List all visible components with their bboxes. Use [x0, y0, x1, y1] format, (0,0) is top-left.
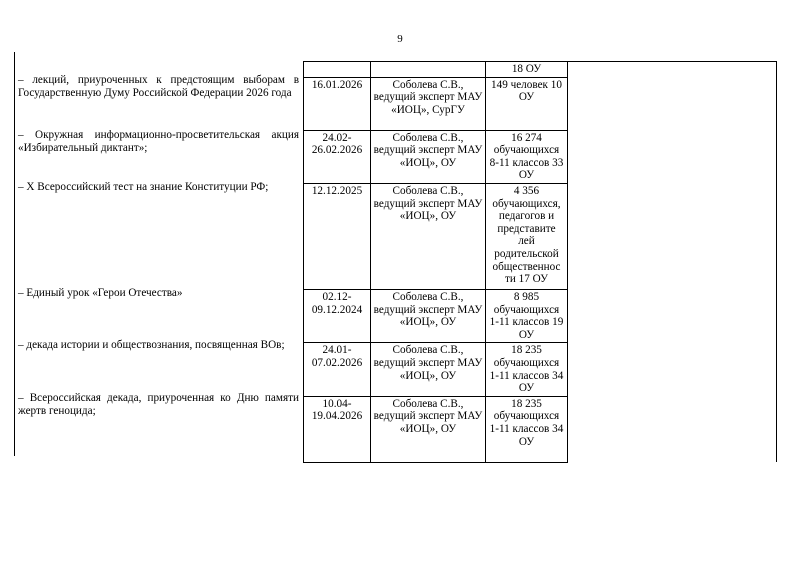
coverage-cell: 18 ОУ	[486, 62, 568, 78]
row-description-4: – Единый урок «Герои Отечества»	[18, 287, 183, 299]
date-cell	[304, 62, 371, 78]
events-table	[303, 61, 777, 463]
responsible-cell: Соболева С.В., ведущий эксперт МАУ «ИОЦ», СурГУ	[371, 77, 486, 130]
responsible-cell: Соболева С.В., ведущий эксперт МАУ «ИОЦ», ОУ	[371, 396, 486, 462]
notes-cell	[568, 62, 777, 463]
left-border-line	[14, 52, 15, 456]
date-cell: 16.01.2026	[304, 77, 371, 130]
row-description-5: – декада истории и обществознания, посвященная ВОв;	[18, 339, 285, 351]
date-cell: 02.12-09.12.2024	[304, 289, 371, 342]
date-cell: 24.01-07.02.2026	[304, 343, 371, 396]
coverage-cell: 149 человек 10 ОУ	[486, 77, 568, 130]
date-cell: 24.02-26.02.2026	[304, 130, 371, 183]
responsible-cell: Соболева С.В., ведущий эксперт МАУ «ИОЦ», ОУ	[371, 130, 486, 183]
row-description-3: – Х Всероссийский тест на знание Конституции РФ;	[18, 181, 269, 193]
responsible-cell	[371, 62, 486, 78]
table-row	[304, 62, 777, 78]
responsible-cell: Соболева С.В., ведущий эксперт МАУ «ИОЦ», ОУ	[371, 183, 486, 289]
coverage-cell: 4 356 обучающихся, педагогов и представите лей родительской общественнос ти 17 ОУ	[486, 183, 568, 289]
responsible-cell: Соболева С.В., ведущий эксперт МАУ «ИОЦ», ОУ	[371, 289, 486, 342]
page-number: 9	[397, 33, 403, 45]
row-description-1: – лекций, приуроченных к предстоящим выборам в Государственную Думу Российской Федерации 2026 года	[18, 74, 299, 99]
coverage-cell: 16 274 обучающихся 8-11 классов 33 ОУ	[486, 130, 568, 183]
coverage-cell: 18 235 обучающихся 1-11 классов 34 ОУ	[486, 396, 568, 462]
coverage-cell: 8 985 обучающихся 1-11 классов 19 ОУ	[486, 289, 568, 342]
row-description-2: – Окружная информационно-просветительская акция «Избирательный диктант»;	[18, 129, 299, 154]
row-description-6: – Всероссийская декада, приуроченная ко Дню памяти жертв геноцида;	[18, 392, 299, 417]
coverage-cell: 18 235 обучающихся 1-11 классов 34 ОУ	[486, 343, 568, 396]
date-cell: 12.12.2025	[304, 183, 371, 289]
date-cell: 10.04-19.04.2026	[304, 396, 371, 462]
responsible-cell: Соболева С.В., ведущий эксперт МАУ «ИОЦ», ОУ	[371, 343, 486, 396]
